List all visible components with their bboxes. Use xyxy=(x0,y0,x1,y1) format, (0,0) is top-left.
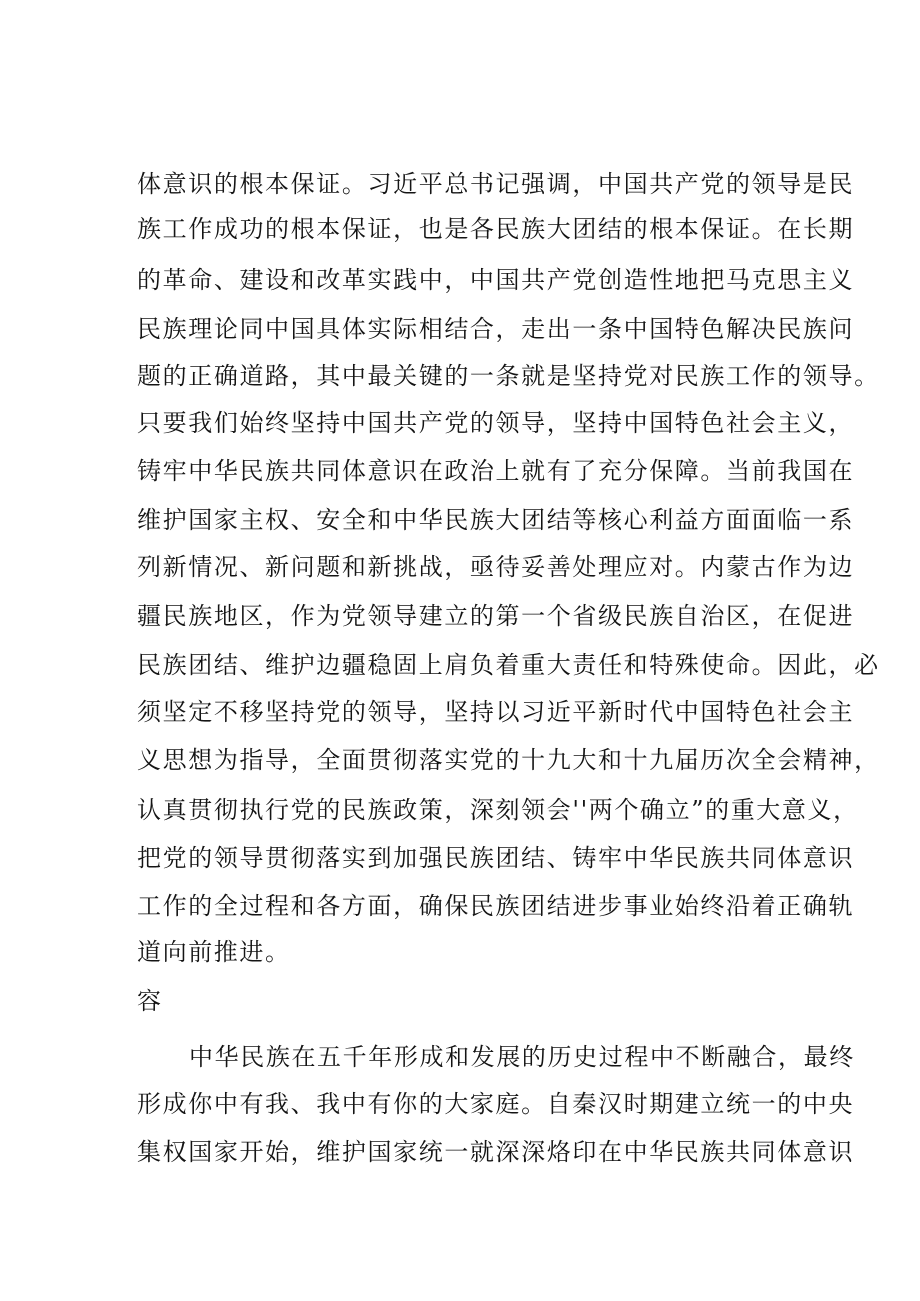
paragraph-2-line-2: 形 成 你 中 有 我 、 我 中 有 你 的 大 家 庭 。 自 秦 汉 时 期 建 立 统 一 的 中 央 xyxy=(137,1090,855,1118)
paragraph-1-line-15: 把 党 的 领 导 贯 彻 落 实 到 加 强 民 族 团 结 、 铸 牢 中 华 民 族 共 同 体 意 识 xyxy=(137,844,855,872)
paragraph-1-line-14: 认 真 贯 彻 执 行 党 的 民 族 政 策 ， 深 刻 领 会 ' ' 两 个 确 立 ” 的 重 大 意 义 ， xyxy=(137,796,859,824)
paragraph-1-line-2: 族 工 作 成 功 的 根 本 保 证 ， 也 是 各 民 族 大 团 结 的 根 本 保 证 。 在 长 期 xyxy=(137,215,855,243)
paragraph-2-line-1: 中 华 民 族 在 五 千 年 形 成 和 发 展 的 历 史 过 程 中 不 断 融 合 ， 最 终 xyxy=(189,1043,855,1071)
paragraph-1-line-11: 民 族 团 结 、 维 护 边 疆 稳 固 上 肩 负 着 重 大 责 任 和 特 殊 使 命 。 因 此 ， 必 xyxy=(137,651,880,679)
paragraph-1-line-5: 题 的 正 确 道 路 ， 其 中 最 关 键 的 一 条 就 是 坚 持 党 对 民 族 工 作 的 领 导 。 xyxy=(137,362,880,390)
paragraph-1-line-12: 须 坚 定 不 移 坚 持 党 的 领 导 ， 坚 持 以 习 近 平 新 时 代 中 国 特 色 社 会 主 xyxy=(137,698,855,726)
paragraph-1-line-16: 工 作 的 全 过 程 和 各 方 面 ， 确 保 民 族 团 结 进 步 事 业 始 终 沿 着 正 确 轨 xyxy=(137,892,855,920)
paragraph-1-line-8: 维 护 国 家 主 权 、 安 全 和 中 华 民 族 大 团 结 等 核 心 利 益 方 面 面 临 一 系 xyxy=(137,506,855,534)
paragraph-2-line-3: 集 权 国 家 开 始 ， 维 护 国 家 统 一 就 深 深 烙 印 在 中 华 民 族 共 同 体 意 识 xyxy=(137,1138,855,1166)
paragraph-1-line-17: 道向前推进。 xyxy=(137,938,291,966)
paragraph-1-line-4: 民 族 理 论 同 中 国 具 体 实 际 相 结 合 ， 走 出 一 条 中 国 特 色 解 决 民 族 问 xyxy=(137,315,855,343)
paragraph-1-line-6: 只 要 我 们 始 终 坚 持 中 国 共 产 党 的 领 导 ， 坚 持 中 国 特 色 社 会 主 义 ， xyxy=(137,409,855,437)
paragraph-1-line-9: 列 新 情 况 、 新 问 题 和 新 挑 战 ， 亟 待 妥 善 处 理 应 对 。 内 蒙 古 作 为 边 xyxy=(137,553,855,581)
paragraph-1-line-3: 的 革 命 、 建 设 和 改 革 实 践 中 ， 中 国 共 产 党 创 造 性 地 把 马 克 思 主 义 xyxy=(137,266,855,294)
paragraph-1-line-1: 体 意 识 的 根 本 保 证 。 习 近 平 总 书 记 强 调 ， 中 国 共 产 党 的 领 导 是 民 xyxy=(137,170,855,198)
paragraph-1-line-7: 铸 牢 中 华 民 族 共 同 体 意 识 在 政 治 上 就 有 了 充 分 保 障 。 当 前 我 国 在 xyxy=(137,457,855,485)
text-fragment: 容 xyxy=(137,987,163,1015)
paragraph-1-line-10: 疆 民 族 地 区 ， 作 为 党 领 导 建 立 的 第 一 个 省 级 民 族 自 治 区 ， 在 促 进 xyxy=(137,602,855,630)
paragraph-1-line-13: 义 思 想 为 指 导 ， 全 面 贯 彻 落 实 党 的 十 九 大 和 十 九 届 历 次 全 会 精 神 ， xyxy=(137,746,880,774)
